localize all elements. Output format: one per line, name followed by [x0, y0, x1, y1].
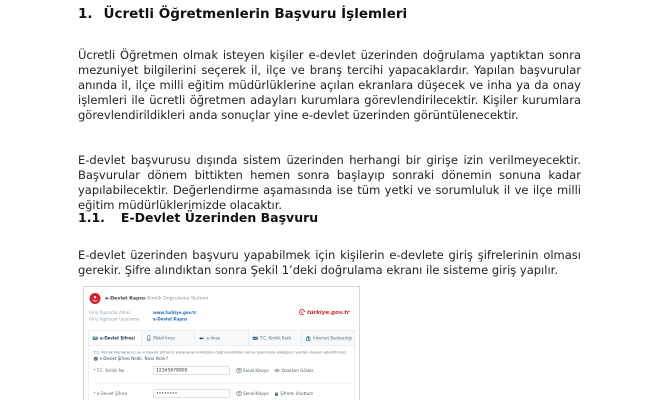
edevlet-login-figure — [83, 286, 360, 400]
login-app-value[interactable]: e-Devlet Kapısı — [153, 317, 188, 322]
show-typing-link[interactable] — [275, 368, 314, 373]
usb-icon — [199, 335, 205, 341]
login-method-tabs — [88, 330, 355, 346]
turkiye-gov-logo — [298, 308, 349, 316]
tab-e-imza[interactable] — [195, 331, 248, 346]
turkiye-gov-text: türkiye.gov.tr — [307, 308, 350, 316]
keyboard-icon — [93, 335, 99, 341]
virtual-keyboard-link[interactable] — [237, 391, 269, 396]
row-divider — [94, 383, 351, 384]
forgot-password-link[interactable] — [275, 391, 313, 396]
edevlet-brand-title — [105, 296, 208, 302]
tc-kimlik-label: * T.C. Kimlik No — [93, 368, 125, 373]
edevlet-logo-icon — [89, 293, 101, 305]
turkiye-gov-swirl-icon — [298, 308, 306, 316]
login-app-label: Giriş Yapılacak Uygulama — [89, 317, 140, 322]
login-address-label: Giriş Yapılacak Adres — [89, 310, 131, 315]
subsection-heading — [78, 210, 318, 225]
link-label: Yazarken Göster — [281, 368, 314, 373]
paragraph: E-devlet başvurusu dışında sistem üzerinden herhangi bir girişe izin verilmeyecektir. Başvurular dönem bittikten hemen sonra başlayıp sonraki dönemin sonuna kadar yapılabilecektir. Değerlendirme aşamasında ise tüm yetki ve sorumluluk il ve ilçe milli eğitim müdürlüklerimizde olacaktır. — [78, 152, 581, 212]
tab-mobil-imza[interactable] — [142, 331, 195, 346]
login-panel — [88, 346, 355, 400]
help-link-label: e-Devlet Şifresi Nedir, Nasıl Alınır? — [99, 356, 168, 361]
heading-text: E-Devlet Üzerinden Başvuru — [120, 210, 319, 225]
login-info-text: T.C. Kimlik Numaranızı ve e-Devlet Şifrenizi kullanarak kimliğiniz doğrulandıktan sonra işleminize kaldığınız yerden devam edebilirsiniz. — [93, 350, 348, 355]
tab-label: T.C. Kimlik Kartı — [259, 335, 292, 341]
lock-icon — [275, 391, 279, 396]
brand-rest: Kimlik Doğrulama Sistemi — [145, 295, 209, 301]
password-row — [94, 389, 351, 398]
keyboard-icon — [237, 369, 242, 373]
heading-number: 1.1. — [78, 210, 105, 225]
svg-text:?: ? — [94, 356, 97, 361]
tab-tc-kimlik-karti[interactable] — [248, 331, 301, 346]
login-address-value[interactable]: www.turkiye.gov.tr — [153, 310, 197, 315]
keyboard-icon — [237, 392, 242, 396]
help-icon — [94, 357, 99, 362]
link-label: Sanal Klavye — [243, 391, 269, 396]
paragraph: E-devlet üzerinden başvuru yapabilmek için kişilerin e-devlete giriş şifrelerinin olması gerekir. Şifre alındıktan sonra Şekil 1’deki doğrulama ekranı ile sisteme giriş yapılır. — [78, 247, 581, 277]
tab-label: e-İmza — [206, 335, 221, 341]
password-help-link[interactable] — [94, 357, 168, 362]
tc-kimlik-row — [94, 366, 351, 375]
heading-number: 1. — [78, 6, 93, 22]
tab-label: İnternet Bankacılığı — [313, 335, 352, 341]
section-heading — [78, 6, 407, 22]
heading-text: Ücretli Öğretmenlerin Başvuru İşlemleri — [103, 6, 408, 22]
password-label: * e-Devlet Şifresi — [93, 391, 128, 396]
tab-internet-bankaciligi[interactable] — [302, 331, 355, 346]
virtual-keyboard-link[interactable] — [237, 368, 269, 373]
tab-label: e-Devlet Şifresi — [100, 335, 135, 341]
paragraph: Ücretli Öğretmen olmak isteyen kişiler e-devlet üzerinden doğrulama yaptıktan sonra mezuniyet bilgilerini seçerek il, ilçe ve branş tercihi yapacaklardır. Yapılan başvurular anında il, ilçe milli eğitim müdürlüklerine açılan ekranlara düşecek ve inha ya da onay işlemleri ile ücretli öğretmen adayları kurumlara görevlendirilecektir. Kişiler kurumlara görevlendirildikleri anda sonuçlar yine e-devlet üzerinden görüntülenecektir. — [78, 47, 581, 122]
mobile-icon — [146, 335, 152, 341]
eye-icon — [275, 369, 280, 373]
tab-label: Mobil İmza — [153, 335, 175, 341]
tab-edevlet-sifresi[interactable] — [89, 331, 142, 346]
link-label: Sanal Klavye — [243, 368, 269, 373]
password-input[interactable]: •••••••• — [154, 389, 230, 398]
bank-icon — [306, 335, 312, 341]
tc-kimlik-input[interactable]: 12345678900 — [154, 366, 230, 375]
link-label: Şifremi Unuttum — [280, 391, 314, 396]
brand-bold: e-Devlet Kapısı — [105, 295, 146, 301]
id-card-icon — [252, 335, 258, 341]
